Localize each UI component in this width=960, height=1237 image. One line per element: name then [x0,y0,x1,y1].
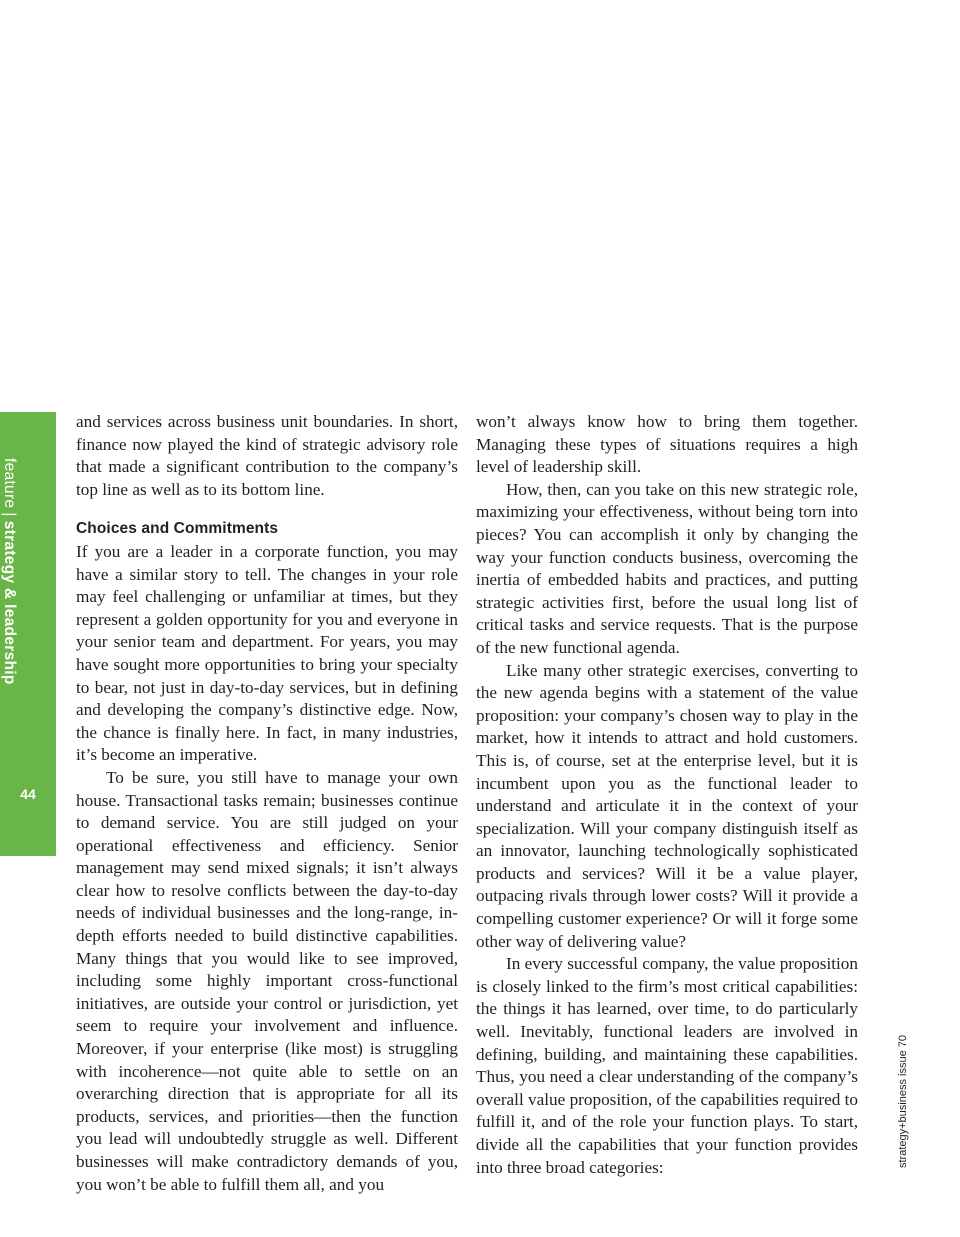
article-column-right [476,411,858,1179]
article-paragraph: and services across business unit boundaries. In short, finance now played the kind of strategic advisory role that made a significant contribution to the company’s top line as well as to its bottom line. [76,412,458,499]
running-footer: strategy+business issue 70 [897,1035,909,1168]
article-paragraph: In every successful company, the value proposition is closely linked to the firm’s most critical capabilities: the things it has learned, over time, to do particularly well. Inevitably, functional leaders are involved in defining, building, and maintaining these capabilities. Thus, you need a clear understanding of the company’s overall value proposition, of the capabilities required to fulfill it, and of the role your function plays. To start, divide all the capabilities that your function provides into three broad categories: [476,954,858,1177]
section-topic: strategy & leadership [1,520,18,685]
section-heading: Choices and Commitments [76,520,279,538]
article-paragraph: Like many other strategic exercises, converting to the new agenda begins with a statement of the value proposition: your company’s chosen way to play in the market, how it intends to attract and hold customers. This is, of course, set at the enterprise level, but it is incumbent upon you as the functional leader to understand and articulate it in the context of your specialization. Will your company distinguish itself as an innovator, launching technologically sophisticated products and services? Will it be a value player, outpacing rivals through lower costs? Will it provide a compelling customer experience? Or will it forge some other way of delivering value? [476,660,858,951]
section-name: feature [1,458,18,509]
section-label [0,458,18,685]
article-paragraph: How, then, can you take on this new strategic role, maximizing your effectiveness, without being torn into pieces? You can accomplish it only by changing the way your function conducts business, overcoming the inertia of embedded habits and practices, and putting strategic activities first, before the usual long list of critical tasks and service requests. That is the purpose of the new functional agenda. [476,479,858,657]
article-column-left [76,411,458,1196]
article-paragraph: If you are a leader in a corporate function, you may have a similar story to tell. The changes in your role may feel challenging or unfamiliar at times, but they represent a golden opportunity for you and everyone in your senior team and department. For years, you may have sought more opportunities to bring your specialty to bear, not just in day-to-day services, but in defining and developing the company’s distinctive edge. Now, the chance is finally here. In fact, in many industries, it’s become an imperative. [76,541,458,765]
article-paragraph: won’t always know how to bring them together. Managing these types of situations requires a high level of leadership skill. [476,412,858,477]
page-number: 44 [20,786,36,802]
section-separator: | [1,512,18,517]
article-paragraph: To be sure, you still have to manage your own house. Transactional tasks remain; businesses continue to demand service. You are still judged on your operational effectiveness and efficiency. Senior management may send mixed signals; it isn’t always clear how to resolve conflicts between the day-to-day needs of individual businesses and the long-range, in-depth efforts needed to build distinctive capabilities. Many things that you would like to see improved, including some highly important cross-functional initiatives, are outside your control or jurisdiction, yet seem to require your involvement and influence. Moreover, if your enterprise (like most) is struggling with incoherence—not quite able to settle on an overarching direction that is appropriate for all its products, services, and priorities—then the function you lead will undoubtedly struggle as well. Different businesses will make contradictory demands of you, you won’t be able to fulfill them all, and you [76,767,458,1194]
